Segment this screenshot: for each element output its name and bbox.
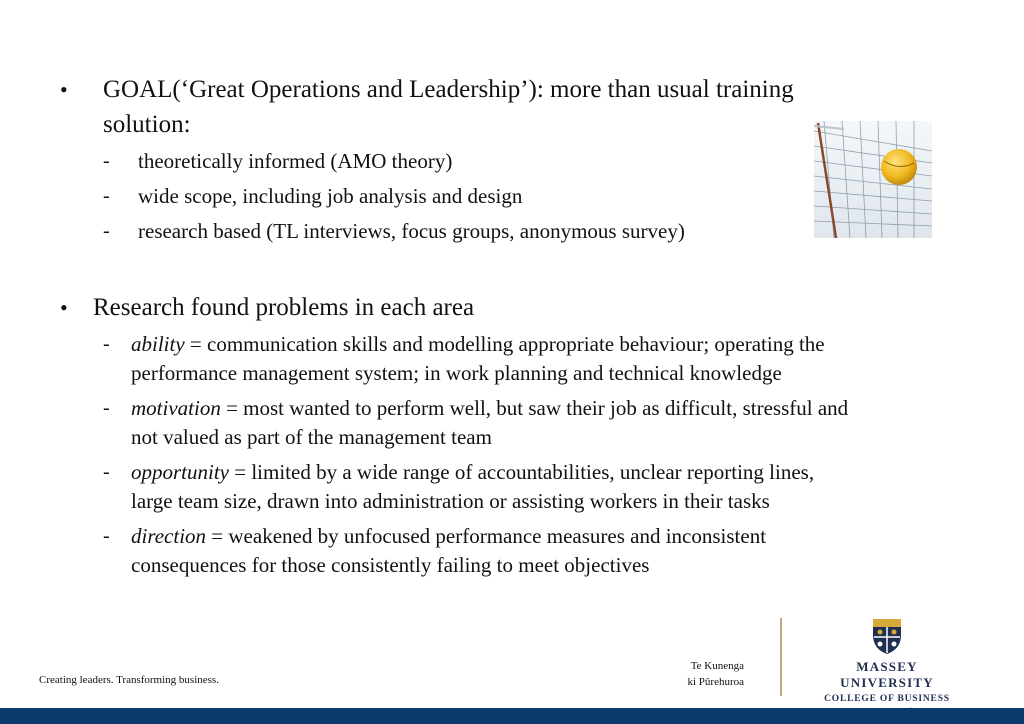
- opportunity-line-1: [131, 458, 814, 487]
- opportunity-line-2: large team size, drawn into administration or assisting workers in their tasks: [131, 489, 770, 513]
- ability-dash: -: [103, 333, 110, 355]
- ability-line-1: [131, 330, 825, 359]
- motivation-term: motivation: [131, 396, 221, 420]
- massey-logo: [808, 617, 966, 714]
- bullet-1-marker: •: [60, 77, 68, 102]
- college-of-business: COLLEGE OF BUSINESS: [824, 694, 950, 704]
- footer-tagline: Creating leaders. Transforming business.: [39, 674, 219, 686]
- ability-term: ability: [131, 332, 185, 356]
- direction-line-2: consequences for those consistently failing to meet objectives: [131, 553, 650, 577]
- bullet-2-heading: Research found problems in each area: [93, 294, 475, 321]
- opportunity-dash: -: [103, 461, 110, 483]
- direction-line-1: [131, 522, 766, 551]
- te-kunenga-text: [640, 658, 744, 690]
- motivation-definition: = most wanted to perform well, but saw their job as difficult, stressful and: [220, 396, 849, 420]
- bullet-1-line-2: solution:: [103, 111, 191, 138]
- te-kunenga-line-2: ki Pūrehuroa: [687, 676, 744, 688]
- bullet-1-item-2-dash: -: [103, 185, 110, 207]
- crest-icon: [871, 617, 903, 655]
- bottom-brand-bar: [0, 708, 1024, 724]
- opportunity-term: opportunity: [131, 460, 229, 484]
- bullet-1-item-1-dash: -: [103, 150, 110, 172]
- direction-term: direction: [131, 524, 207, 548]
- motivation-dash: -: [103, 397, 110, 419]
- bullet-1-item-3: research based (TL interviews, focus groups, anonymous survey): [138, 219, 685, 243]
- direction-dash: -: [103, 525, 110, 547]
- bullet-1-item-2: wide scope, including job analysis and design: [138, 184, 523, 208]
- motivation-line-2: not valued as part of the management team: [131, 425, 492, 449]
- footer-divider: [780, 618, 782, 696]
- bullet-1-line-1: GOAL(‘Great Operations and Leadership’): more than usual training: [103, 76, 794, 103]
- ability-definition: = communication skills and modelling appropriate behaviour; operating the: [184, 332, 825, 356]
- ball-in-net-photo: [814, 121, 932, 238]
- bullet-1-item-3-dash: -: [103, 220, 110, 242]
- direction-definition: = weakened by unfocused performance measures and inconsistent: [206, 524, 767, 548]
- ability-line-2: performance management system; in work planning and technical knowledge: [131, 361, 782, 385]
- massey-university-wordmark: MASSEY UNIVERSITY: [840, 659, 934, 690]
- bullet-1-item-1: theoretically informed (AMO theory): [138, 149, 453, 173]
- ball-in-net-icon: [814, 121, 932, 238]
- opportunity-definition: = limited by a wide range of accountabilities, unclear reporting lines,: [229, 460, 815, 484]
- te-kunenga-line-1: Te Kunenga: [690, 660, 744, 672]
- motivation-line-1: [131, 394, 848, 423]
- bullet-2-marker: •: [60, 295, 68, 320]
